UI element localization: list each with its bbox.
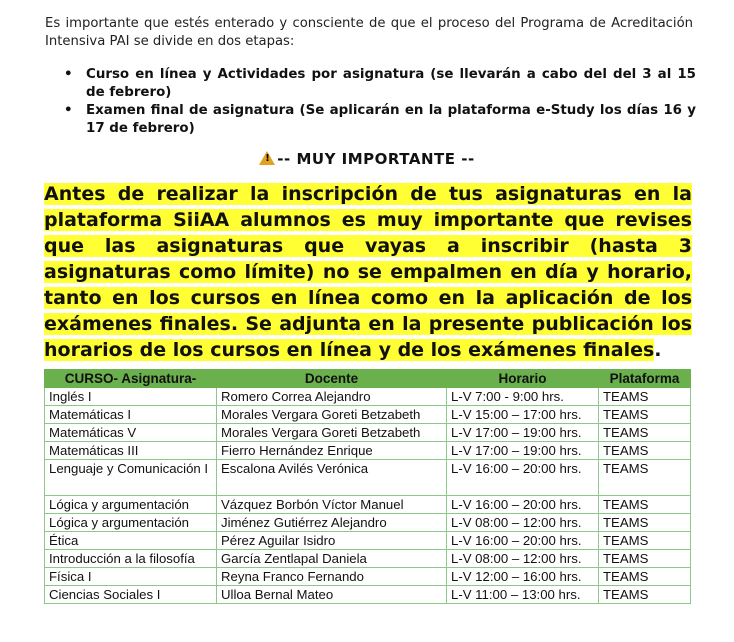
cell-schedule: L-V 08:00 – 12:00 hrs.: [447, 550, 599, 568]
cell-platform: TEAMS: [599, 460, 691, 496]
highlighted-notice: [44, 181, 692, 363]
table-row: [45, 550, 691, 568]
table-row: [45, 586, 691, 604]
cell-schedule: L-V 08:00 – 12:00 hrs.: [447, 514, 599, 532]
cell-platform: TEAMS: [599, 424, 691, 442]
cell-course: Matemáticas III: [45, 442, 217, 460]
cell-course: Física I: [45, 568, 217, 586]
list-item-text: Curso en línea y Actividades por asignatura (se llevarán a cabo del del 3 al 15 de febrero): [86, 67, 696, 100]
cell-teacher: Vázquez Borbón Víctor Manuel: [217, 496, 447, 514]
cell-schedule: L-V 16:00 – 20:00 hrs.: [447, 496, 599, 514]
cell-schedule: L-V 7:00 - 9:00 hrs.: [447, 388, 599, 406]
highlighted-text-end: .: [654, 339, 662, 361]
important-heading: [0, 150, 734, 168]
list-item: [62, 102, 696, 138]
cell-platform: TEAMS: [599, 514, 691, 532]
cell-course: Ética: [45, 532, 217, 550]
highlighted-text: Antes de realizar la inscripción de tus asignaturas en la plataforma SiiAA alumnos es muy importante que revises que las asignaturas que vayas a inscribir (hasta 3 asignaturas como límite) no se empalmen en día y horario, tanto en los cursos en línea como en la aplicación de los exámenes finales. Se adjunta en la presente publicación los horarios de los cursos en línea y de los exámenes finales: [44, 183, 692, 361]
cell-course: Introducción a la filosofía: [45, 550, 217, 568]
cell-teacher: Jiménez Gutiérrez Alejandro: [217, 514, 447, 532]
warning-icon: [259, 151, 275, 165]
cell-schedule: L-V 16:00 – 20:00 hrs.: [447, 532, 599, 550]
cell-course: Lógica y argumentación: [45, 496, 217, 514]
stages-list: [62, 66, 696, 138]
bullet-icon: •: [64, 67, 73, 82]
cell-platform: TEAMS: [599, 406, 691, 424]
cell-teacher: Fierro Hernández Enrique: [217, 442, 447, 460]
cell-teacher: Pérez Aguilar Isidro: [217, 532, 447, 550]
cell-platform: TEAMS: [599, 550, 691, 568]
cell-course: Matemáticas V: [45, 424, 217, 442]
table-row: [45, 532, 691, 550]
header-teacher: Docente: [217, 370, 447, 388]
list-item: [62, 66, 696, 102]
header-schedule: Horario: [447, 370, 599, 388]
cell-platform: TEAMS: [599, 532, 691, 550]
cell-platform: TEAMS: [599, 496, 691, 514]
cell-teacher: Morales Vergara Goreti Betzabeth: [217, 406, 447, 424]
cell-schedule: L-V 11:00 – 13:00 hrs.: [447, 586, 599, 604]
cell-platform: TEAMS: [599, 388, 691, 406]
schedule-table: [44, 369, 691, 604]
table-row: [45, 496, 691, 514]
table-row: [45, 460, 691, 496]
header-course: CURSO- Asignatura-: [45, 370, 217, 388]
cell-course: Ciencias Sociales I: [45, 586, 217, 604]
intro-paragraph: Es importante que estés enterado y consciente de que el proceso del Programa de Acreditación Intensiva PAI se divide en dos etapas:: [45, 16, 693, 49]
cell-platform: TEAMS: [599, 568, 691, 586]
cell-teacher: Reyna Franco Fernando: [217, 568, 447, 586]
cell-platform: TEAMS: [599, 442, 691, 460]
cell-course: Lenguaje y Comunicación I: [45, 460, 217, 496]
table-row: [45, 514, 691, 532]
heading-text: -- MUY IMPORTANTE --: [277, 150, 475, 168]
cell-teacher: García Zentlapal Daniela: [217, 550, 447, 568]
cell-platform: TEAMS: [599, 586, 691, 604]
bullet-icon: •: [64, 103, 73, 118]
table-row: [45, 406, 691, 424]
table-row: [45, 568, 691, 586]
cell-course: Matemáticas I: [45, 406, 217, 424]
cell-schedule: L-V 15:00 – 17:00 hrs.: [447, 406, 599, 424]
cell-teacher: Escalona Avilés Verónica: [217, 460, 447, 496]
list-item-text: Examen final de asignatura (Se aplicarán en la plataforma e-Study los días 16 y 17 de febrero): [86, 103, 696, 136]
cell-teacher: Romero Correa Alejandro: [217, 388, 447, 406]
header-platform: Plataforma: [599, 370, 691, 388]
cell-course: Inglés I: [45, 388, 217, 406]
cell-schedule: L-V 17:00 – 19:00 hrs.: [447, 424, 599, 442]
cell-schedule: L-V 16:00 – 20:00 hrs.: [447, 460, 599, 496]
cell-schedule: L-V 12:00 – 16:00 hrs.: [447, 568, 599, 586]
table-row: [45, 442, 691, 460]
table-header-row: [45, 370, 691, 388]
cell-teacher: Ulloa Bernal Mateo: [217, 586, 447, 604]
cell-teacher: Morales Vergara Goreti Betzabeth: [217, 424, 447, 442]
table-row: [45, 388, 691, 406]
table-row: [45, 424, 691, 442]
cell-course: Lógica y argumentación: [45, 514, 217, 532]
cell-schedule: L-V 17:00 – 19:00 hrs.: [447, 442, 599, 460]
